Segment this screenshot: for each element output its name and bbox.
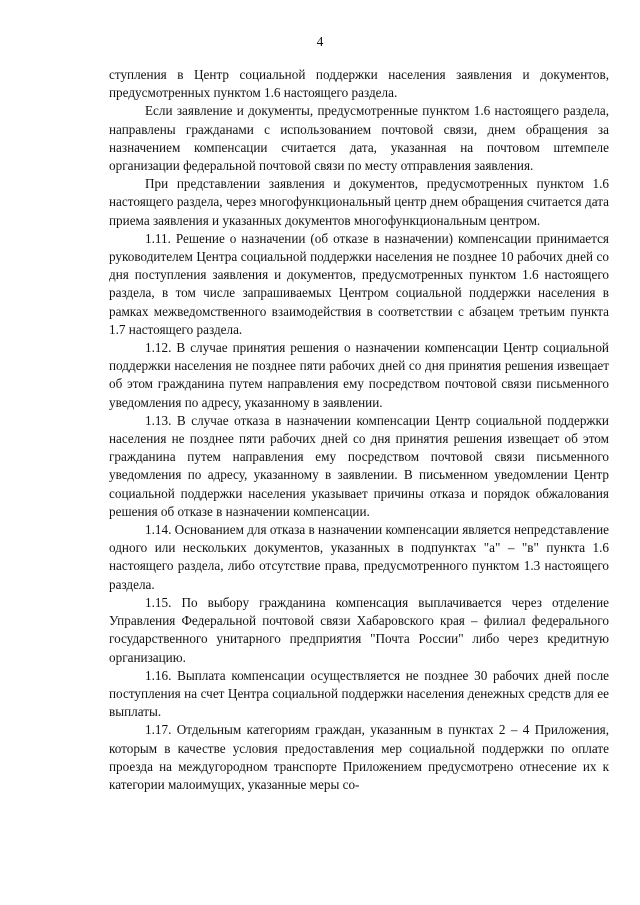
paragraph-1-12: 1.12. В случае принятия решения о назначении компенсации Центр социальной поддержки населения не позднее пяти рабочих дней со дня принятия решения извещает об этом гражданина путем направления ему посредством почтовой связи письменного уведомления по адресу, указанному в заявлении. xyxy=(109,340,609,410)
paragraph-1-14: 1.14. Основанием для отказа в назначении компенсации является непредставление одного или нескольких документов, указанных в подпунктах "а" – "в" пункта 1.6 настоящего раздела, либо отсутствие права, предусмотренного пунктом 1.3 настоящего раздела. xyxy=(109,522,609,592)
paragraph-1-15: 1.15. По выбору гражданина компенсация выплачивается через отделение Управления Федеральной почтовой связи Хабаровского края – филиал федерального государственного унитарного предприятия "Почта России" либо через кредитную организацию. xyxy=(109,594,609,665)
paragraph-postal-submission: Если заявление и документы, предусмотренные пунктом 1.6 настоящего раздела, направлены гражданами с использованием почтовой связи, днем обращения за назначением компенсации считается дата, указанная на почтовом штемпеле организации федеральной почтовой связи по месту отправления заявления. xyxy=(109,103,609,174)
paragraph-continuation: ступления в Центр социальной поддержки населения заявления и документов, предусмотренных пунктом 1.6 настоящего раздела. xyxy=(109,67,609,101)
paragraph-1-13: 1.13. В случае отказа в назначении компенсации Центр социальной поддержки населения не позднее пяти рабочих дней со дня принятия решения извещает об этом гражданина путем направления ему посредством почтовой связи письменного уведомления по адресу, указанному в заявлении. В письменном уведомлении Центр социальной поддержки населения указывает причины отказа и порядок обжалования решения об отказе в назначении компенсации. xyxy=(109,412,609,519)
paragraph-1-17: 1.17. Отдельным категориям граждан, указанным в пунктах 2 – 4 Приложения, которым в качестве условия предоставления мер социальной поддержки по оплате проезда на междугородном транспорте Приложением предусмотрено отнесение их к категории малоимущих, указанные меры со- xyxy=(109,722,609,792)
page-number: 4 xyxy=(316,34,324,49)
document-body xyxy=(109,66,609,794)
paragraph-1-11: 1.11. Решение о назначении (об отказе в назначении) компенсации принимается руководителем Центра социальной поддержки населения не позднее 10 рабочих дней со дня поступления заявления и документов, предусмотренных пунктом 1.6 настоящего раздела, в том числе запрашиваемых Центром социальной поддержки населения в рамках межведомственного взаимодействия в соответствии с абзацем третьим пункта 1.7 настоящего раздела. xyxy=(109,230,609,337)
paragraph-1-16: 1.16. Выплата компенсации осуществляется не позднее 30 рабочих дней после поступления на счет Центра социальной поддержки населения денежных средств для ее выплаты. xyxy=(109,667,609,720)
paragraph-mfc-submission: При представлении заявления и документов, предусмотренных пунктом 1.6 настоящего раздела, через многофункциональный центр днем обращения считается дата приема заявления и указанных документов многофункциональным центром. xyxy=(109,176,609,228)
